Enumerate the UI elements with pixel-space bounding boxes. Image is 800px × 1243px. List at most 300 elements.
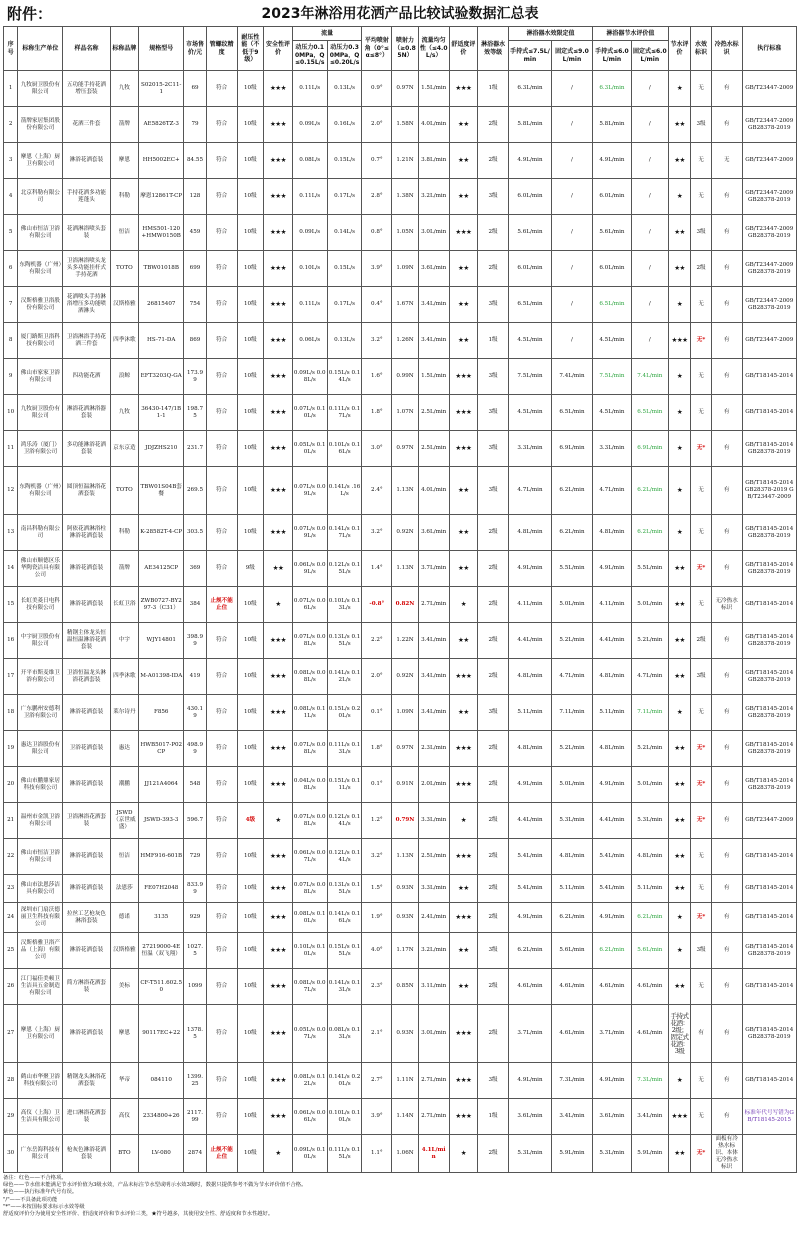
cell-angle: 3.2° [362,323,392,359]
cell-std: GB/T23447-2009 GB28378-2019 [742,215,796,251]
cell-lh: 5.3L/min [508,1135,551,1173]
cell-force: 0.92N [392,515,419,551]
cell-company: 佛山市鹏鼎家居科技有限公司 [18,767,63,803]
cell-fa: 0.05L/s 0.10L/s [292,431,327,467]
cell-se: ★ [668,903,691,933]
cell-uniform: 3.2L/min [418,179,449,215]
cell-model: ZWB0727-BY297-3（C31） [139,587,184,623]
cell-uniform: 2.5L/min [418,395,449,431]
cell-std: GB/T18145-2014 GB28378-2019 [742,659,796,695]
footnote-line: "*"——未按国标要求标示水效等级 [3,1203,85,1210]
cell-company: 厦门路斯卫浴科技有限公司 [18,323,63,359]
cell-fb: 0.13L/s 0.15L/s [327,623,362,659]
cell-label: 无* [691,323,711,359]
cell-comfort: ★★★ [449,903,478,933]
cell-std: GB/T18145-2014 GB28378-2019 [742,515,796,551]
cell-force: 1.21N [392,143,419,179]
cell-seq: 24 [4,903,18,933]
cell-cold: 有 [711,695,742,731]
cell-thread: 符合 [206,551,237,587]
cell-lf: 7.1L/min [551,695,592,731]
cell-product: 四功能花洒 [63,359,110,395]
header-save-group: 淋浴器节水评价值 [592,27,668,41]
cell-company: 摩恩（上海）厨卫有限公司 [18,1005,63,1063]
cell-sf: / [631,323,668,359]
cell-lf: / [551,287,592,323]
cell-model: 摩恩12861T-CP [139,179,184,215]
cell-seq: 19 [4,731,18,767]
cell-se: ★ [668,431,691,467]
cell-brand: 恒洁 [110,215,139,251]
cell-thread: 符合 [206,515,237,551]
cell-fb: 0.15L/s 0.20L/s [327,695,362,731]
footnote-line: 紫色——执行标准年代号有误。 [3,1189,78,1196]
cell-thread: 符合 [206,107,237,143]
cell-uniform: 3.4L/min [418,287,449,323]
cell-sf: / [631,287,668,323]
cell-seq: 5 [4,215,18,251]
cell-company: 佛山市家家卫浴有限公司 [18,359,63,395]
cell-se: ★ [668,515,691,551]
cell-se: ★★ [668,839,691,875]
cell-lh: 4.8L/min [508,515,551,551]
cell-fa: 0.08L/s 0.08L/s [292,659,327,695]
header-price: 市场售价/元 [184,27,207,71]
cell-angle: 1.8° [362,395,392,431]
cell-sh: 6.3L/min [592,71,631,107]
cell-product: 淋浴花洒淋浴器套装 [63,395,110,431]
cell-angle: 3.9° [362,1099,392,1135]
cell-se: ★ [668,933,691,969]
cell-product: 花洒淋浴喷头套装 [63,215,110,251]
cell-angle: 1.5° [362,875,392,903]
cell-brand: 汉斯格雅 [110,287,139,323]
cell-comfort: ★ [449,1135,478,1173]
cell-force: 0.85N [392,969,419,1005]
cell-lh: 5.1L/min [508,695,551,731]
cell-cold: 有 [711,179,742,215]
cell-label: 无 [691,587,711,623]
cell-price: 369 [184,551,207,587]
cell-brand: 箭牌 [110,107,139,143]
cell-cold: 有 [711,107,742,143]
header-flow-a: 动压力0.10MPa，Q≤0.15L/s [292,41,327,71]
cell-brand: 京东京造 [110,431,139,467]
cell-sh: 4.9L/min [592,903,631,933]
cell-eff: 2级 [478,143,509,179]
cell-lf: 4.7L/min [551,659,592,695]
cell-lf: / [551,251,592,287]
cell-model: 27219000-4E恒温（双飞翔） [139,933,184,969]
cell-seq: 26 [4,969,18,1005]
cell-price: 384 [184,587,207,623]
cell-eff: 3级 [478,359,509,395]
cell-force: 1.14N [392,1099,419,1135]
cell-seq: 22 [4,839,18,875]
cell-cold: 有 [711,1005,742,1063]
cell-eff: 3级 [478,933,509,969]
cell-safety: ★ [264,1135,293,1173]
cell-uniform: 1.5L/min [418,359,449,395]
cell-price: 398.99 [184,623,207,659]
cell-model: AE34125CP [139,551,184,587]
cell-safety: ★★★ [264,731,293,767]
cell-seq: 23 [4,875,18,903]
cell-uniform: 2.0L/min [418,767,449,803]
cell-force: 1.13N [392,551,419,587]
cell-model: FE07H2048 [139,875,184,903]
cell-se: ★★ [668,107,691,143]
cell-fa: 0.09L/s [292,215,327,251]
cell-fa: 0.11L/s [292,179,327,215]
cell-thread: 符合 [206,359,237,395]
cell-label: 无* [691,551,711,587]
cell-model: S02015-2C11-1 [139,71,184,107]
cell-comfort: ★★★ [449,71,478,107]
attachment-label: 附件： [7,5,53,23]
cell-product: 淋浴花洒套装 [63,143,110,179]
cell-sh: 4.7L/min [592,467,631,515]
cell-eff: 2级 [478,767,509,803]
cell-comfort: ★★ [449,875,478,903]
cell-pressure: 10级 [237,969,264,1005]
cell-comfort: ★★ [449,551,478,587]
cell-angle: 1.2° [362,803,392,839]
table-row [4,323,797,359]
table-row [4,431,797,467]
cell-brand: JSWD（京世威盛） [110,803,139,839]
cell-sf: 7.3L/min [631,1063,668,1099]
cell-uniform: 2.5L/min [418,431,449,467]
cell-product: 卫浴淋浴花洒套装 [63,803,110,839]
cell-pressure: 10级 [237,467,264,515]
cell-eff: 3级 [478,467,509,515]
cell-seq: 4 [4,179,18,215]
cell-std: GB/T23447-2009 GB28378-2019 [742,251,796,287]
cell-product: 淋浴花洒套装 [63,839,110,875]
cell-comfort: ★★ [449,695,478,731]
cell-lh: 4.9L/min [508,551,551,587]
cell-product: 圆顶恒温淋浴花洒套装 [63,467,110,515]
cell-sh: 5.1L/min [592,695,631,731]
cell-safety: ★★★ [264,467,293,515]
cell-company: 广东岳海科技有限公司 [18,1135,63,1173]
cell-seq: 18 [4,695,18,731]
cell-company: 江门福佳美顿卫生洁具五金制造有限公司 [18,969,63,1005]
cell-fa: 0.08L/s 0.11L/s [292,695,327,731]
cell-pressure: 10级 [237,1099,264,1135]
cell-brand: 科勒 [110,179,139,215]
cell-eff: 2级 [478,731,509,767]
cell-sf: / [631,71,668,107]
cell-price: 69 [184,71,207,107]
cell-company: 广东鹏州安德利卫浴有限公司 [18,695,63,731]
cell-label: 无* [691,731,711,767]
cell-lf: 7.3L/min [551,1063,592,1099]
cell-comfort: ★★★ [449,659,478,695]
cell-comfort: ★★★ [449,395,478,431]
header [3,0,797,26]
cell-cold: 有 [711,251,742,287]
cell-std: GB/T23447-2009 GB28378-2019 [742,179,796,215]
cell-fb: 0.14L/s 0.12L/s [327,659,362,695]
cell-force: 0.97N [392,731,419,767]
cell-std: 标准年代号写错为GB/T18145-2015 [742,1099,796,1135]
header-efficiency: 淋浴器水效等级 [478,27,509,71]
cell-angle: 0.4° [362,287,392,323]
cell-label: 3级 [691,107,711,143]
table-row [4,839,797,875]
cell-fa: 0.10L/s [292,251,327,287]
footnote-line: "/"——不具备此项功能 [3,1196,58,1203]
document-page [3,0,797,1218]
footnote-line: 备注：红色——不合格项。 [3,1175,67,1181]
cell-eff: 2级 [478,251,509,287]
cell-angle: 1.6° [362,359,392,395]
cell-seq: 16 [4,623,18,659]
cell-safety: ★★★ [264,903,293,933]
cell-brand: 九牧 [110,395,139,431]
cell-price: 1027.5 [184,933,207,969]
table-row [4,467,797,515]
cell-sh: 5.8L/min [592,107,631,143]
cell-price: 729 [184,839,207,875]
cell-thread: 符合 [206,1099,237,1135]
cell-product: 淋浴花洒套装 [63,875,110,903]
cell-eff: 2级 [478,107,509,143]
cell-safety: ★★★ [264,1099,293,1135]
cell-std: GB/T18145-2014 [742,587,796,623]
cell-sf: 7.1L/min [631,695,668,731]
cell-force: 1.26N [392,323,419,359]
cell-company: 惠达卫浴股份有限公司 [18,731,63,767]
cell-angle: 2.0° [362,107,392,143]
cell-lf: 5.1L/min [551,875,592,903]
cell-fb: 0.12L/s 0.14L/s [327,839,362,875]
cell-fb: 0.15L/s 0.11L/s [327,767,362,803]
cell-thread: 符合 [206,875,237,903]
cell-lf: 5.0L/min [551,587,592,623]
cell-thread: 符合 [206,143,237,179]
cell-angle: 3.2° [362,839,392,875]
cell-eff: 1级 [478,1099,509,1135]
cell-force: 0.82N [392,587,419,623]
cell-sf: 5.3L/min [631,803,668,839]
cell-safety: ★★★ [264,107,293,143]
cell-product: 淋浴花洒套装 [63,1005,110,1063]
cell-eff: 3级 [478,695,509,731]
cell-uniform: 3.6L/min [418,515,449,551]
cell-std: GB/T18145-2014 GB28378-2019 [742,767,796,803]
cell-fb: 0.17L/s [327,179,362,215]
cell-price: 869 [184,323,207,359]
cell-lh: 3.3L/min [508,431,551,467]
cell-se: ★★ [668,623,691,659]
cell-product: 多功能淋浴花洒套装 [63,431,110,467]
header-brand: 标称品牌 [110,27,139,71]
cell-sf: / [631,143,668,179]
cell-brand: 九牧 [110,71,139,107]
cell-cold: 有 [711,623,742,659]
cell-comfort: ★★ [449,287,478,323]
cell-std: GB/T18145-2014 GB28378-2019 [742,431,796,467]
cell-safety: ★★★ [264,875,293,903]
cell-se: ★ [668,1063,691,1099]
cell-cold: 有 [711,515,742,551]
cell-safety: ★★★ [264,767,293,803]
cell-cold: 有 [711,287,742,323]
cell-thread: 符合 [206,1063,237,1099]
cell-std: GB/T18145-2014 [742,969,796,1005]
cell-company: 中宇厨卫股份有限公司 [18,623,63,659]
table-row [4,731,797,767]
cell-uniform: 2.7L/min [418,1063,449,1099]
cell-se: ★★ [668,215,691,251]
cell-brand: 汉斯格雅 [110,933,139,969]
cell-thread: 止规不能止住 [206,1135,237,1173]
header-safety: 安全性评价 [264,27,293,71]
cell-std: GB/T18145-2014 [742,903,796,933]
cell-lh: 4.8L/min [508,659,551,695]
cell-std: GB/T23447-2009 [742,323,796,359]
cell-seq: 11 [4,431,18,467]
cell-std: GB/T18145-2014 [742,395,796,431]
cell-lf: / [551,323,592,359]
cell-comfort: ★★ [449,623,478,659]
cell-eff: 2级 [478,875,509,903]
cell-fa: 0.07L/s 0.09L/s [292,467,327,515]
cell-eff: 2级 [478,515,509,551]
table-row [4,551,797,587]
cell-company: 九牧厨卫股份有限公司 [18,71,63,107]
cell-pressure: 10级 [237,359,264,395]
cell-thread: 符合 [206,731,237,767]
cell-std [742,1135,796,1173]
cell-safety: ★★★ [264,515,293,551]
cell-pressure: 10级 [237,215,264,251]
cell-label: 无 [691,71,711,107]
cell-se: ★★★ [668,323,691,359]
cell-safety: ★★★ [264,323,293,359]
cell-company: 东陶机器（广州）有限公司 [18,251,63,287]
cell-uniform: 3.4L/min [418,623,449,659]
cell-brand: 中宇 [110,623,139,659]
cell-label: 无* [691,431,711,467]
cell-price: 754 [184,287,207,323]
cell-fb: 0.08L/s 0.13L/s [327,1005,362,1063]
cell-sf: / [631,215,668,251]
cell-cold: 有 [711,1099,742,1135]
cell-label: 无 [691,359,711,395]
cell-sf: 4.6L/min [631,969,668,1005]
cell-se: ★ [668,359,691,395]
cell-price: 2117.99 [184,1099,207,1135]
cell-cold: 无 [711,143,742,179]
cell-uniform: 3.3L/min [418,875,449,903]
cell-sh: 3.6L/min [592,1099,631,1135]
header-save-eval: 节水评价 [668,27,691,71]
cell-safety: ★★★ [264,969,293,1005]
cell-fa: 0.07L/s 0.10L/s [292,395,327,431]
cell-brand: 潮鹏 [110,767,139,803]
cell-model: 3135 [139,903,184,933]
cell-fa: 0.07L/s 0.08L/s [292,731,327,767]
cell-angle: 3.9° [362,251,392,287]
cell-sh: 3.7L/min [592,1005,631,1063]
cell-seq: 9 [4,359,18,395]
header-label: 水效标识 [691,27,711,71]
header-seq: 序号 [4,27,18,71]
cell-cold: 有 [711,659,742,695]
cell-lh: 6.3L/min [508,71,551,107]
cell-label: 无 [691,179,711,215]
cell-company: 佛山市法恩莎洁具有限公司 [18,875,63,903]
cell-brand: 科勒 [110,515,139,551]
cell-fa: 0.08L/s [292,143,327,179]
header-limit-group: 淋浴器水效限定值 [508,27,592,41]
cell-fb: 0.10L/s 0.13L/s [327,587,362,623]
cell-std: GB/T18145-2014 GB28378-2019 [742,623,796,659]
cell-model: TBW01S04B套餐 [139,467,184,515]
footnote-line: 舒适度评价分为使用安全性评价、舒适度评价和节水评价三类，★符号越多，其使用安全性、舒适度和节水性越好。 [3,1211,274,1218]
cell-fb: 0.15L/s [327,251,362,287]
cell-sf: 5.9L/min [631,1135,668,1173]
page-title: 2023年淋浴用花洒产品比较试验数据汇总表 [261,6,539,22]
table-row [4,143,797,179]
cell-label: 无 [691,515,711,551]
cell-thread: 符合 [206,623,237,659]
cell-sf: 6.9L/min [631,431,668,467]
cell-sh: 4.1L/min [592,587,631,623]
footnote-line: 绿色——节水值未能满足节水评价值为3级水效，产品未标注节水型或明示水效3级时，数据只提供参考不做为节水评价值不合格。 [3,1182,307,1189]
cell-model: CF-T511.602.50 [139,969,184,1005]
cell-fa: 0.07L/s 0.06L/s [292,587,327,623]
cell-lf: 3.4L/min [551,1099,592,1135]
cell-label: 无* [691,903,711,933]
cell-product: 阿依花洒淋浴柱淋浴花洒套装 [63,515,110,551]
cell-safety: ★★★ [264,395,293,431]
cell-model: 084110 [139,1063,184,1099]
cell-angle: 1.9° [362,903,392,933]
cell-pressure: 10级 [237,875,264,903]
cell-comfort: ★ [449,803,478,839]
cell-seq: 10 [4,395,18,431]
cell-std: GB/T18145-2014 GB28378-2019 [742,1005,796,1063]
cell-force: 0.79N [392,803,419,839]
cell-company: 摩恩（上海）厨卫有限公司 [18,143,63,179]
cell-price: 269.5 [184,467,207,515]
cell-lh: 5.4L/min [508,875,551,903]
cell-product: 淋浴花洒套装 [63,767,110,803]
cell-std: GB/T23447-2009 [742,803,796,839]
table-row [4,515,797,551]
cell-pressure: 10级 [237,587,264,623]
header-thread: 管螺纹精度 [206,27,237,71]
cell-fb: 0.14L/s 0.17L/s [327,515,362,551]
cell-seq: 8 [4,323,18,359]
cell-lf: 5.5L/min [551,551,592,587]
cell-pressure: 10级 [237,731,264,767]
cell-uniform: 4.1L/min [418,1135,449,1173]
cell-cold: 有 [711,467,742,515]
cell-fa: 0.08L/s 0.07L/s [292,969,327,1005]
cell-price: 2874 [184,1135,207,1173]
cell-lh: 4.4L/min [508,623,551,659]
cell-se: ★ [668,71,691,107]
cell-sh: 5.6L/min [592,215,631,251]
cell-force: 1.07N [392,395,419,431]
cell-uniform: 4.0L/min [418,467,449,515]
